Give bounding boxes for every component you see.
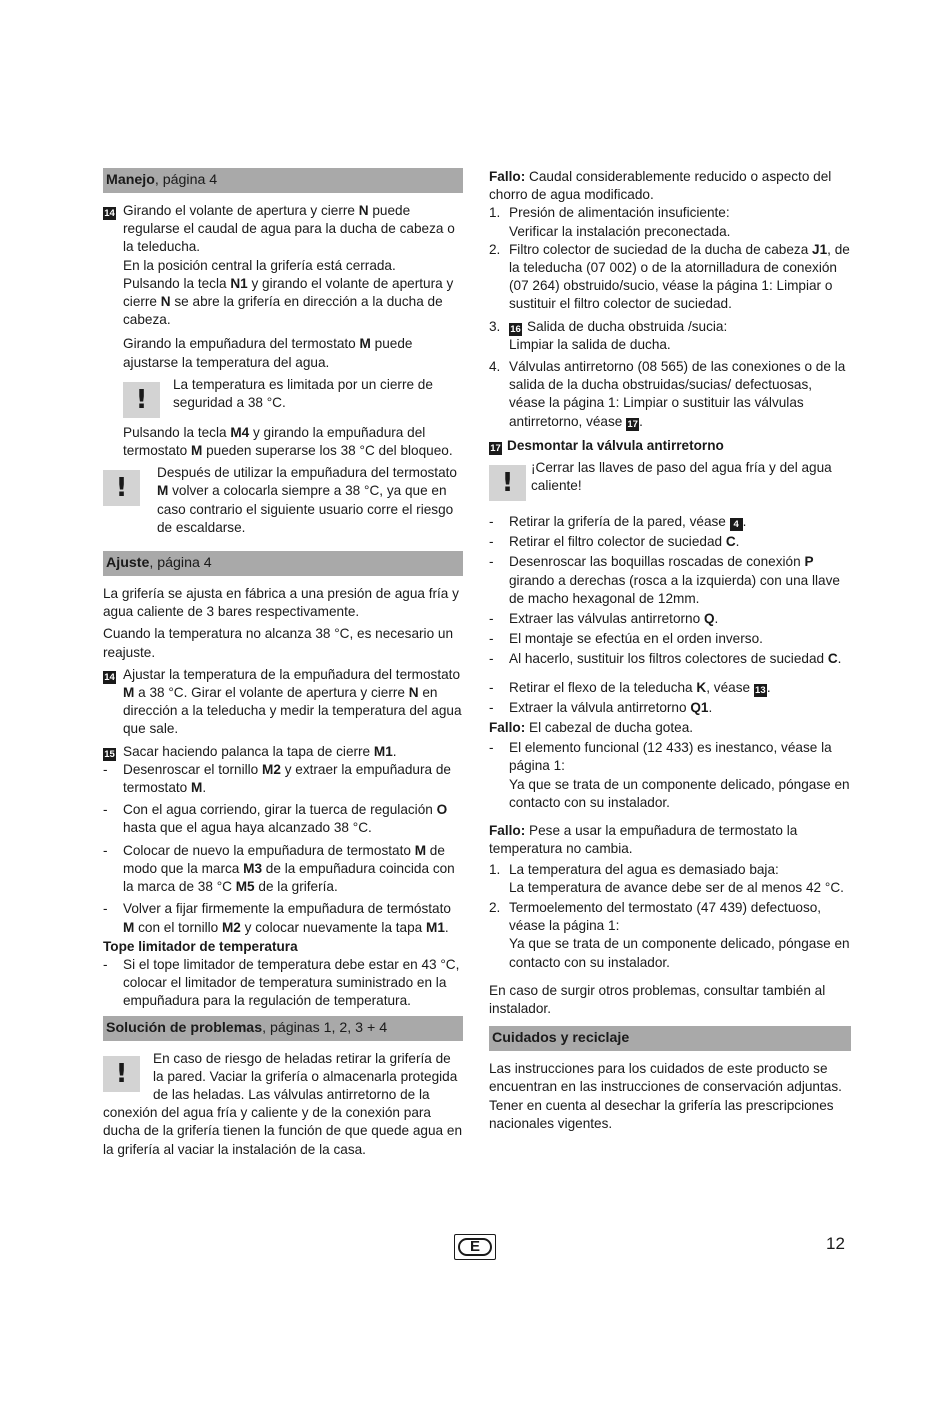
figure-ref-badge: 16 (510, 323, 521, 335)
paragraph: En caso de surgir otros problemas, consultar también al instalador. (489, 982, 826, 1016)
list-item: - Desenroscar el tornillo M2 y extraer la empuñadura de termostato M. (103, 761, 451, 796)
list-item: - Extraer la válvula antirretorno Q1. (489, 699, 713, 715)
warning-icon (103, 1056, 140, 1092)
language-badge: E (454, 1234, 496, 1260)
section-header-manejo: Manejo, página 4 (103, 168, 463, 193)
subheading-tope: Tope limitador de temperatura (103, 938, 298, 954)
list-item: - Retirar la grifería de la pared, véase 4 . (489, 514, 747, 531)
section-header-ajuste: Ajuste, página 4 (103, 551, 463, 576)
numbered-item: 4. Válvulas antirretorno (08 565) de las conexiones o de la salida de la ducha obstruidas/sucias/ defectuosas, véase la página 1: Limpiar o sustituir las válvulas antirretorno, véase 17. (489, 359, 846, 430)
list-item: - Al hacerlo, sustituir los filtros colectores de suciedad C. (489, 651, 842, 667)
warning-note: ! ¡Cerrar las llaves de paso del agua fría y del agua caliente! (489, 459, 851, 499)
figure-ref-badge: 14 (104, 208, 115, 219)
paragraph: Las instrucciones para los cuidados de este producto se encuentran en las instrucciones de conservación adjuntas. Tener en cuenta al desechar la grifería las prescripciones nacionales vigentes. (489, 1061, 842, 1131)
list-item: - Colocar de nuevo la empuñadura de termostato M de modo que la marca M3 de la empuñadura coincida con la marca de 38 °C M5 de la grifería. (103, 842, 455, 895)
warning-icon (103, 470, 140, 506)
numbered-item: 2. Filtro colector de suciedad de la ducha de cabeza J1, de la teleducha (07 002) o de la atornilladura de conexión (07 264) obstruido/sucio, véase la página 1: Limpiar o sustituir el filtro colector de suciedad. (489, 241, 850, 312)
list-item: - El montaje se efectúa en el orden inverso. (489, 631, 763, 647)
figure-ref-badge: 15 (104, 748, 115, 760)
fault-1: Fallo: Caudal considerablemente reducido o aspecto del chorro de agua modificado. (489, 169, 832, 203)
paragraph: En la posición central la grifería está cerrada. (123, 257, 396, 273)
section-header-solucion: Solución de problemas, páginas 1, 2, 3 + 4 (103, 1016, 463, 1041)
warning-icon (123, 382, 160, 418)
numbered-item: 2. Termoelemento del termostato (47 439) defectuoso, véase la página 1: Ya que se trata de un componente delicado, póngase en contacto con su instalador. (489, 899, 850, 970)
list-item: - Retirar el filtro colector de suciedad C. (489, 534, 740, 550)
fault-2: Fallo: El cabezal de ducha gotea. (489, 720, 694, 736)
numbered-item: 3. 16 Salida de ducha obstruida /sucia: Limpiar la salida de ducha. (489, 318, 728, 352)
step-14-manejo: 14 Girando el volante de apertura y cierre N puede regularse el caudal de agua para la ducha de cabeza o la teleducha. (104, 203, 455, 255)
figure-ref-badge: 17 (490, 442, 501, 454)
list-item: - Volver a fijar firmemente la empuñadura de termóstato M con el tornillo M2 y colocar nuevamente la tapa M1. (103, 901, 451, 935)
step-14-ajuste: 14 Ajustar la temperatura de la empuñadura del termostato M a 38 °C. Girar el volante de apertura y cierre N en dirección a la teleducha y medir la temperatura del agua que sale. (104, 666, 462, 737)
subheading-desmontar: 17 Desmontar la válvula antirretorno (490, 437, 724, 454)
right-column (489, 168, 851, 1137)
list-item: - Desenroscar las boquillas roscadas de conexión P girando a derechas (rosca a la izquierda) con una llave de macho hexagonal de 12mm. (489, 554, 840, 606)
step-15-ajuste: 15 Sacar haciendo palanca la tapa de cierre M1. (104, 743, 397, 760)
warning-note: ! La temperatura es limitada por un cierre de seguridad a 38 °C. (123, 376, 463, 416)
figure-ref-badge: 4 (730, 518, 743, 531)
paragraph: Girando la empuñadura del termostato M puede ajustarse la temperatura del agua. (123, 336, 413, 370)
left-column (103, 168, 463, 1159)
paragraph: La grifería se ajusta en fábrica a una presión de agua fría y agua caliente de 3 bares respectivamente. (103, 586, 459, 620)
list-item: - Retirar el flexo de la teleducha K, véase 13. (489, 679, 771, 696)
paragraph: Cuando la temperatura no alcanza 38 °C, es necesario un reajuste. (103, 626, 454, 660)
figure-ref-badge: 14 (104, 671, 115, 683)
list-item: - Si el tope limitador de temperatura debe estar en 43 °C, colocar el limitador de temperatura suministrado en la empuñadura para la regulación de temperatura. (103, 956, 460, 1009)
section-header-cuidados: Cuidados y reciclaje (489, 1026, 851, 1051)
figure-ref-badge: 13 (755, 684, 766, 696)
warning-note: ! Después de utilizar la empuñadura del termostato M volver a colocarla siempre a 38 °C, ya que en caso contrario el siguiente usuario corre el riesgo de escaldarse. (103, 464, 463, 537)
numbered-item: 1. La temperatura del agua es demasiado baja: La temperatura de avance debe ser de al menos 42 °C. (489, 861, 844, 895)
list-item: - Con el agua corriendo, girar la tuerca de regulación O hasta que el agua haya alcanzado 38 °C. (103, 802, 448, 836)
frost-warning: ! En caso de riesgo de heladas retirar la grifería de la pared. Vaciar la grifería o almacenarla protegida de las heladas. Las válvulas antirretorno de la conexión del agua fría y caliente y de la conexión para ducha de la grifería tienen la función de que quede agua en la grifería al vaciar la instalación de la casa. (103, 1050, 463, 1159)
numbered-item: 1. Presión de alimentación insuficiente: Verificar la instalación preconectada. (489, 205, 731, 239)
paragraph: Pulsando la tecla N1 y girando el volante de apertura y cierre N se abre la grifería en dirección a la ducha de cabeza. (123, 275, 454, 328)
paragraph: Pulsando la tecla M4 y girando la empuñadura del termostato M pueden superarse los 38 °C del bloqueo. (123, 424, 453, 459)
list-item: - Extraer las válvulas antirretorno Q. (489, 611, 719, 627)
warning-icon (489, 465, 526, 501)
fault-3: Fallo: Pese a usar la empuñadura de termostato la temperatura no cambia. (489, 823, 798, 857)
list-item: - El elemento funcional (12 433) es inestanco, véase la página 1: Ya que se trata de un componente delicado, póngase en contacto con su instalador. (489, 740, 850, 810)
figure-ref-badge: 17 (627, 418, 638, 430)
page-number: 12 (826, 1234, 845, 1253)
